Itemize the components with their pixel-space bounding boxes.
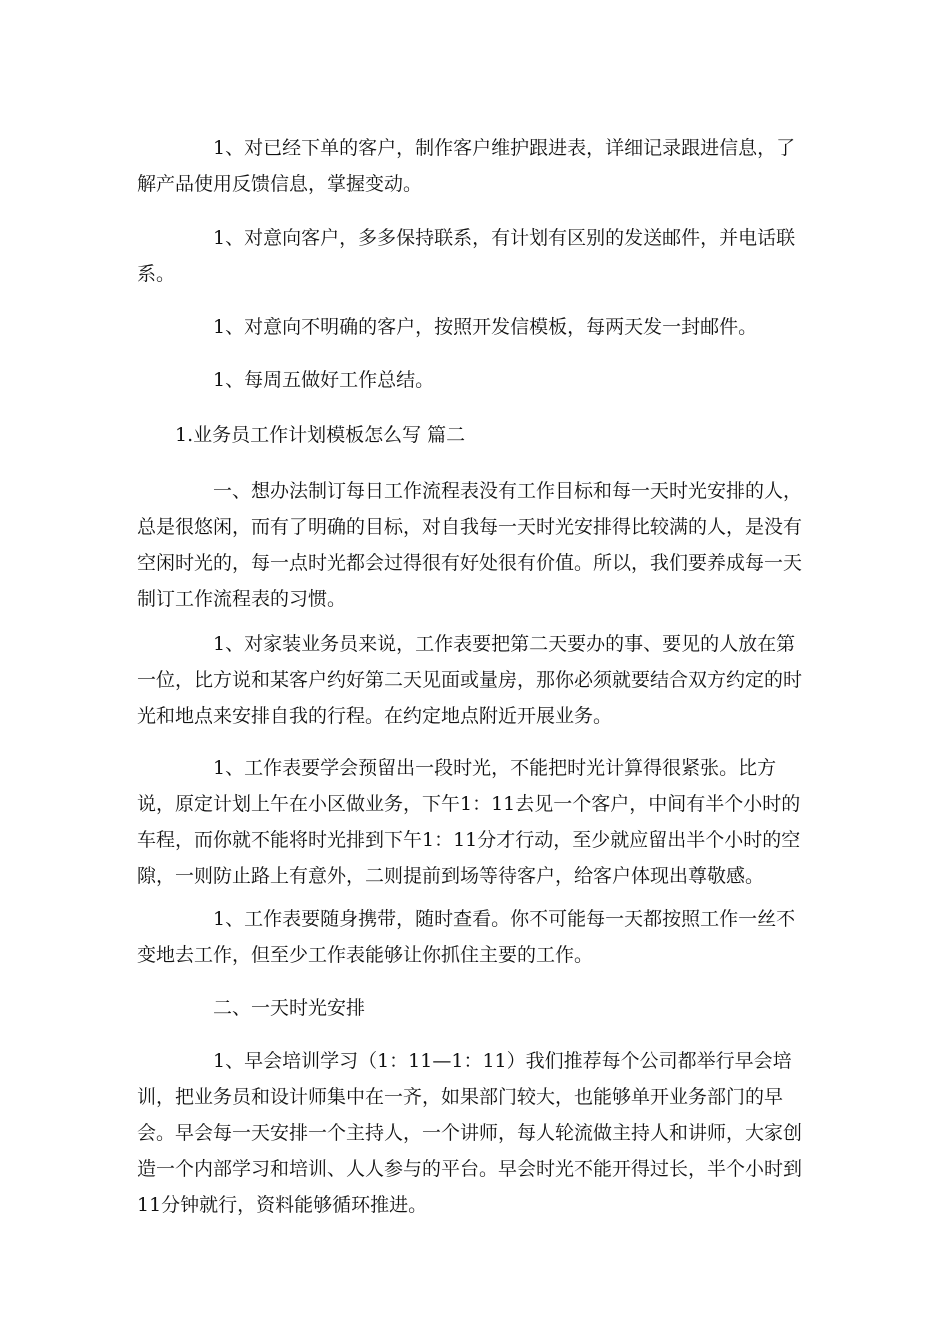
section-heading-daily-schedule: 二、一天时光安排: [213, 997, 366, 1019]
paragraph-morning-meeting: 1、早会培训学习（1：11—1：11）我们推荐每个公司都举行早会培训，把业务员和设计师集中在一齐，如果部门较大，也能够单开业务部门的早会。早会每一天安排一个主持人，一个讲师，每人轮流做主持人和讲师，大家创造一个内部学习和培训、人人参与的平台。早会时光不能开得过长，半个小时到11分钟就行，资料能够循环推进。: [137, 1050, 803, 1216]
section-heading-part-two: 1.业务员工作计划模板怎么写 篇二: [175, 424, 466, 446]
paragraph-follow-up-table: 1、对已经下单的客户，制作客户维护跟进表，详细记录跟进信息，了解产品使用反馈信息，掌握变动。: [137, 137, 796, 195]
paragraph-unclear-customers: 1、对意向不明确的客户，按照开发信模板，每两天发一封邮件。: [213, 316, 758, 338]
paragraph-weekly-summary: 1、每周五做好工作总结。: [213, 369, 435, 391]
paragraph-intended-customers: 1、对意向客户，多多保持联系，有计划有区别的发送邮件，并电话联系。: [137, 227, 796, 285]
paragraph-home-decoration-sales: 1、对家装业务员来说，工作表要把第二天要办的事、要见的人放在第一位，比方说和某客户约好第二天见面或量房，那你必须就要结合双方约定的时光和地点来安排自我的行程。在约定地点附近开展业务。: [137, 633, 803, 727]
paragraph-reserve-time: 1、工作表要学会预留出一段时光，不能把时光计算得很紧张。比方说，原定计划上午在小区做业务，下午1：11去见一个客户，中间有半个小时的车程，而你就不能将时光排到下午1：11分才行动，至少就应留出半个小时的空隙，一则防止路上有意外，二则提前到场等待客户，给客户体现出尊敬感。: [137, 757, 801, 887]
paragraph-daily-workflow: 一、想办法制订每日工作流程表没有工作目标和每一天时光安排的人，总是很悠闲，而有了明确的目标，对自我每一天时光安排得比较满的人，是没有空闲时光的，每一点时光都会过得很有好处很有价值。所以，我们要养成每一天制订工作流程表的习惯。: [137, 480, 803, 610]
paragraph-carry-schedule: 1、工作表要随身携带，随时查看。你不可能每一天都按照工作一丝不变地去工作，但至少工作表能够让你抓住主要的工作。: [137, 908, 796, 966]
